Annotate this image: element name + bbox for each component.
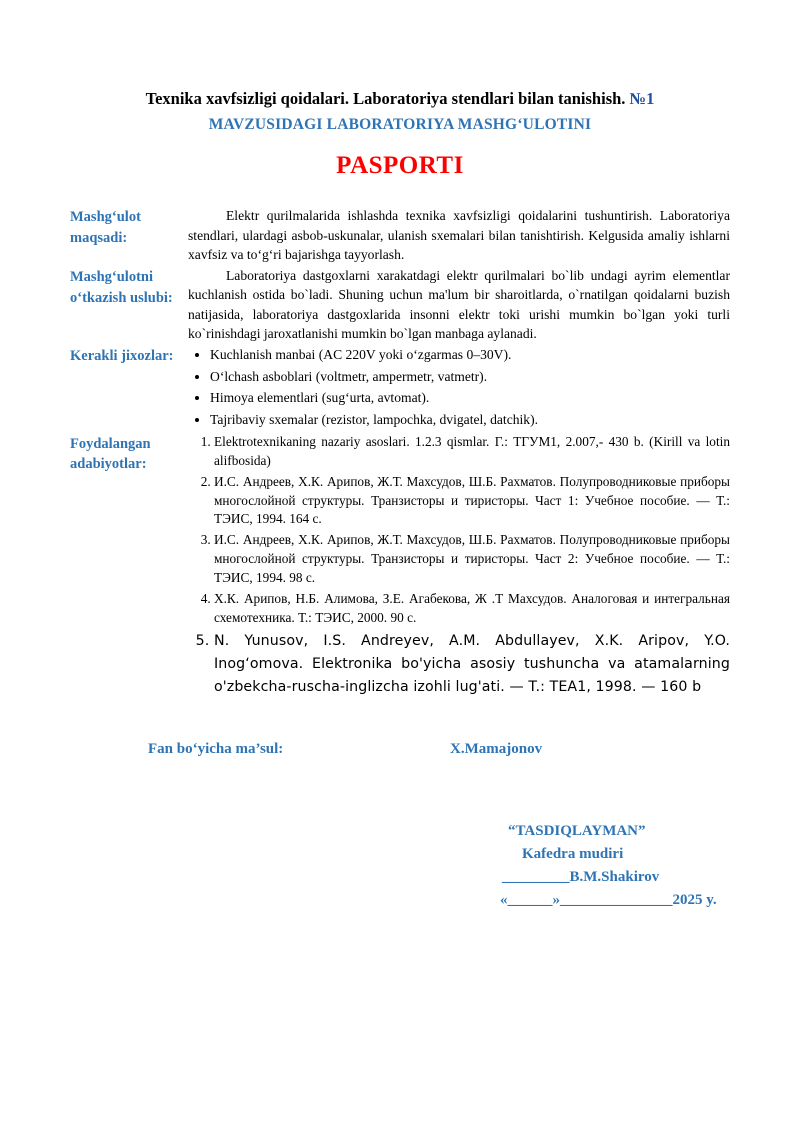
list-item: • Kuchlanish manbai (AC 220V yoki o‘zgarmas 0–30V). bbox=[210, 345, 730, 365]
responsible-label: Fan bo‘yicha ma’sul: bbox=[148, 740, 284, 757]
list-item: • Himoya elementlari (sug‘urta, avtomat). bbox=[210, 388, 730, 408]
approval-line-4: «______»_______________2025 y. bbox=[500, 892, 717, 909]
page-title bbox=[70, 88, 730, 110]
section-equipment bbox=[70, 345, 730, 431]
section-purpose-label: Mashg‘ulot maqsadi: bbox=[70, 209, 141, 246]
section-purpose-text: Elektr qurilmalarida ishlashda texnika xavfsizligi qoidalarini tushuntirish. Laboratoriya stendlari, ulardagi asbob-uskunalar, ulanish sxemalari bilan tanishtirish. Kelgusida amaliy ishlarni xavfsiz va to‘g‘ri bajarishga tayyorlash. bbox=[188, 208, 730, 262]
page-title-text: Texnika xavfsizligi qoidalari. Laboratoriya stendlari bilan tanishish. bbox=[145, 89, 626, 108]
list-item: 5. N. Yunusov, I.S. Andreyev, A.M. Abdullayev, X.K. Aripov, Y.O. Inog‘omova. Elektronika bo'yicha asosiy tushuncha va atamalarning o'zbekcha-ruscha-inglizcha izohli lug'ati. — T.: TEA1, 1998. — 160 b bbox=[214, 630, 730, 699]
literature-list bbox=[188, 433, 730, 699]
list-item: 4. Х.К. Арипов, Н.Б. Алимова, З.Е. Агабекова, Ж .Т Махсудов. Аналоговая и интегральная схемотехника. Т.: ТЭИС, 2000. 90 с. bbox=[214, 590, 730, 628]
section-equipment-body bbox=[188, 345, 730, 431]
section-method-label: Mashg‘ulotni o‘tkazish uslubi: bbox=[70, 269, 173, 306]
section-method-text: Laboratoriya dastgoxlarni xarakatdagi elektr qurilmalari bo`lib undagi ayrim elementlar kuchlanish ostida bo`ladi. Shuning uchun ma'lum bir sharoitlarda, o`rnatilgan qoidalarni buzish natijasida, laboratoriya dastgoxlarida insonni elektr toki urishi mumkin bo`lgan yoki turli ko`rinishdagi jaroxatlanishi mumkin bo`lgan manbaga aylanadi. bbox=[188, 268, 730, 342]
section-purpose bbox=[70, 206, 730, 264]
list-item: 1. Elektrotexnikaning nazariy asoslari. 1.2.3 qismlar. Г.: ТГУМ1, 2.007,- 430 b. (Kirill va lotin alifbosida) bbox=[214, 433, 730, 471]
document-type-heading: PASPORTI bbox=[336, 152, 464, 180]
equipment-list bbox=[188, 345, 730, 430]
list-item: 2. И.С. Андреев, Х.К. Арипов, Ж.Т. Махсудов, Ш.Б. Рахматов. Полупроводниковые приборы многослойной структуры. Транзисторы и тиристоры. Част 1: Учебное пособие. — Т.: ТЭИС, 1994. 164 с. bbox=[214, 473, 730, 530]
approval-line-1: “TASDIQLAYMAN” bbox=[508, 822, 646, 839]
content-rows bbox=[70, 206, 730, 700]
responsible-name: X.Mamajonov bbox=[450, 740, 543, 757]
page-subtitle: MAVZUSIDAGI LABORATORIYA MASHG‘ULOTINI bbox=[208, 116, 592, 134]
section-literature bbox=[70, 433, 730, 701]
approval-line-2: Kafedra mudiri bbox=[522, 845, 624, 862]
section-literature-body bbox=[188, 433, 730, 701]
list-item: • O‘lchash asboblari (voltmetr, ampermetr, vatmetr). bbox=[210, 367, 730, 387]
list-item: • Tajribaviy sxemalar (rezistor, lampochka, dvigatel, datchik). bbox=[210, 410, 730, 430]
section-equipment-label: Kerakli jixozlar: bbox=[70, 348, 174, 365]
approval-block bbox=[70, 820, 730, 913]
approval-line-3: _________B.M.Shakirov bbox=[502, 869, 660, 886]
signature-row bbox=[70, 741, 730, 758]
section-method bbox=[70, 266, 730, 343]
list-item: 3. И.С. Андреев, Х.К. Арипов, Ж.Т. Махсудов, Ш.Б. Рахматов. Полупроводниковые приборы многослойной структуры. Транзисторы и тиристоры. Част 2: Учебное пособие. — Т.: ТЭИС, 1994. 98 с. bbox=[214, 531, 730, 588]
section-literature-label: Foydalangan adabiyotlar: bbox=[70, 435, 151, 473]
page-title-number: №1 bbox=[629, 89, 655, 108]
